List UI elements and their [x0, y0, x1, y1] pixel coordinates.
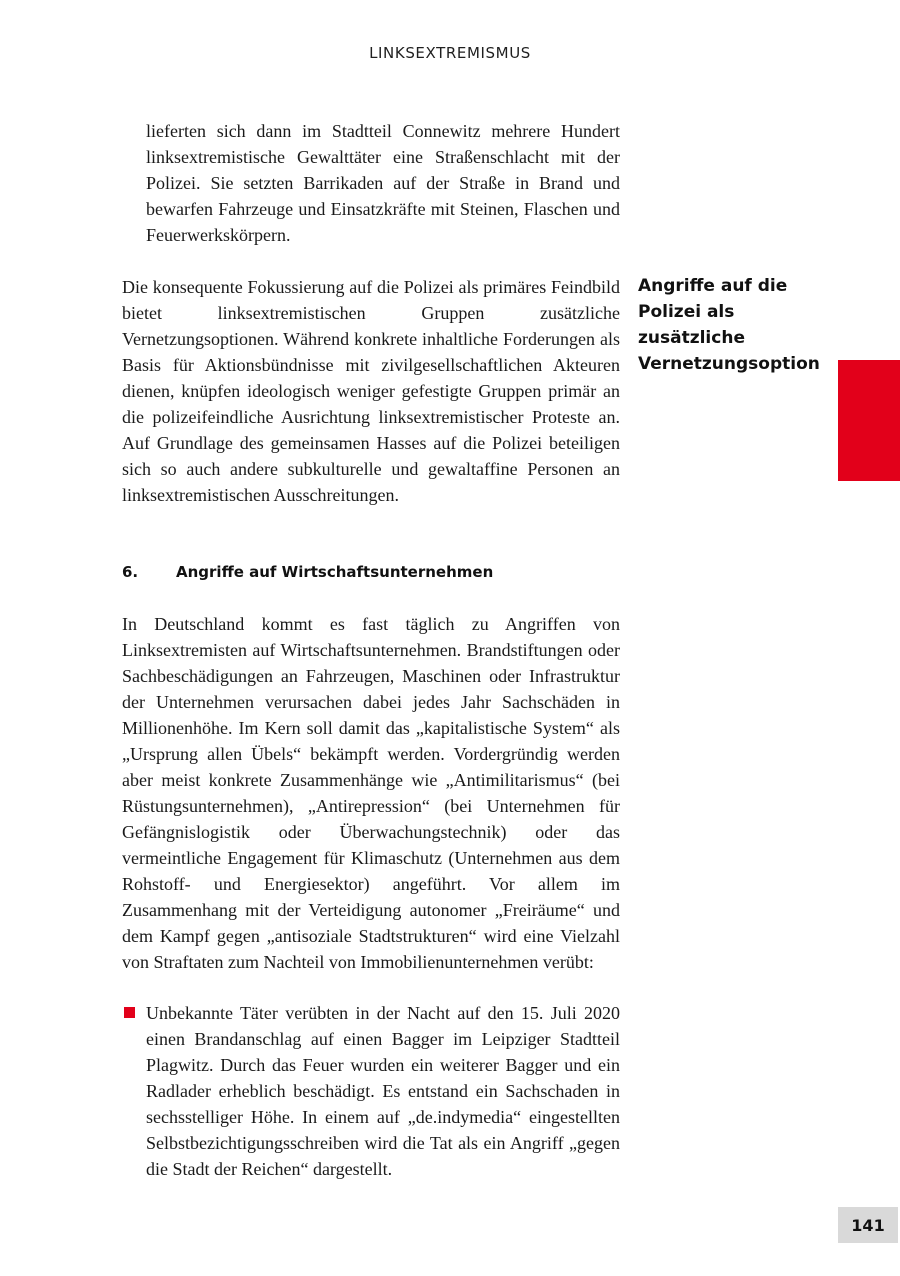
paragraph-continued: lieferten sich dann im Stadtteil Connewitz mehrere Hundert linksextremistische Gewalttäter eine Straßenschlacht mit der Polizei. Sie setzten Barrikaden auf der Straße in Brand und bewarfen Fahrzeuge und Einsatzkräfte mit Steinen, Flaschen und Feuerwerkskörpern.: [146, 121, 620, 245]
page-number: 141: [838, 1207, 898, 1243]
paragraph-police-focus: Die konsequente Fokussierung auf die Polizei als primäres Feindbild bietet linksextremistischen Gruppen zusätzliche Vernetzungsoptionen. Während konkrete inhaltliche Forderungen als Basis für Aktionsbündnisse mit zivilgesellschaftlichen Akteuren dienen, knüpfen ideologisch weniger gefestigte Gruppen primär an die polizeifeindliche Ausrichtung linksextremistischer Proteste an. Auf Grundlage des gemeinsamen Hasses auf die Polizei beteiligen sich so auch andere subkulturelle und gewaltaffine Personen an linksextremistischen Ausschreitungen.: [122, 277, 620, 505]
paragraph-economy-attacks: In Deutschland kommt es fast täglich zu Angriffen von Linksextremisten auf Wirtschaftsunternehmen. Brandstiftungen oder Sachbeschädigungen an Fahrzeugen, Maschinen oder Infrastruktur der Unternehmen verursachen dabei jedes Jahr Sachschäden in Millionenhöhe. Im Kern soll damit das „kapitalistische System“ als „Ursprung allen Übels“ bekämpft werden. Vordergründig werden aber meist konkrete Zusammenhänge wie „Antimilitarismus“ (bei Rüstungsunternehmen), „Antirepression“ (bei Unternehmen für Gefängnislogistik oder Überwachungstechnik) oder das vermeintliche Engagement für Klimaschutz (Unternehmen aus dem Rohstoff- und Energiesektor) angeführt. Vor allem im Zusammenhang mit der Verteidigung autonomer „Freiräume“ und dem Kampf gegen „antisoziale Stadtstrukturen“ wird eine Vielzahl von Straftaten zum Nachteil von Immobilienunternehmen verübt:: [122, 614, 620, 972]
running-header: LINKSEXTREMISMUS: [369, 44, 531, 62]
section-title: Angriffe auf Wirtschaftsunternehmen: [176, 563, 494, 581]
chapter-tab-marker: [838, 360, 900, 481]
margin-note: Angriffe auf die Polizei als zusätzliche Vernetzungsoption: [638, 276, 820, 374]
section-heading: [122, 563, 493, 581]
bullet-square-icon: [124, 1007, 135, 1018]
section-number: 6.: [122, 563, 139, 581]
bullet-item: Unbekannte Täter verübten in der Nacht auf den 15. Juli 2020 einen Brandanschlag auf einen Bagger im Leipziger Stadtteil Plagwitz. Durch das Feuer wurden ein weiterer Bagger und ein Radlader erheblich beschädigt. Es entstand ein Sachschaden in sechsstelliger Höhe. In einem auf „de.indymedia“ eingestellten Selbstbezichtigungsschreiben wird die Tat als ein Angriff „gegen die Stadt der Reichen“ dargestellt.: [146, 1003, 620, 1179]
